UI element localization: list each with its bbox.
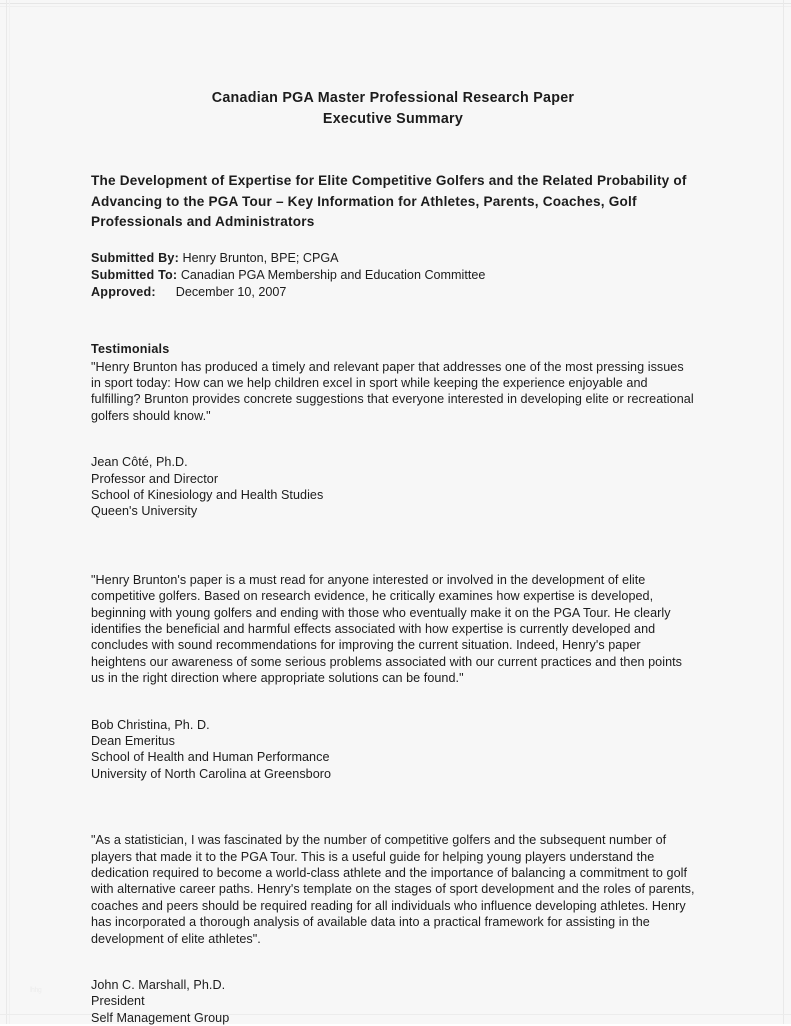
document-header-title bbox=[91, 0, 695, 129]
testimonials-heading: Testimonials bbox=[91, 342, 170, 357]
testimonial-author-org: Self Management Group bbox=[91, 1010, 230, 1025]
testimonial-attribution bbox=[91, 687, 695, 783]
approved-row bbox=[91, 284, 695, 301]
testimonial-attribution bbox=[91, 424, 695, 520]
submitted-to-row bbox=[91, 267, 695, 284]
testimonial-quote: "Henry Brunton has produced a timely and relevant paper that addresses one of the most pressing issues in sport today: How can we help children excel in sport while keeping the experience enjoyable and fulfilling? Brunton provides concrete suggestions that everyone interested in developing elite or recreational golfers should know." bbox=[91, 359, 694, 423]
testimonial-quote: "As a statistician, I was fascinated by the number of competitive golfers and the subsequent number of players that made it to the PGA Tour. This is a useful guide for helping young players understand the dedication required to become a world-class athlete and the importance of balancing a commitment to golf with alternative career paths. Henry's template on the stages of sport development and the roles of parents, coaches and peers should be required reading for all individuals who influence developing athletes. Henry has incorporated a thorough analysis of available data into a practical framework for assisting in the development of elite athletes". bbox=[91, 833, 695, 946]
scan-edge-left bbox=[6, 0, 7, 1024]
submitted-to-value: Canadian PGA Membership and Education Committee bbox=[180, 267, 486, 282]
testimonial-author-role: Professor and Director bbox=[91, 471, 219, 486]
testimonial-author-institution: University of North Carolina at Greensboro bbox=[91, 766, 332, 781]
header-title-line-2: Executive Summary bbox=[322, 110, 464, 127]
submitted-by-row bbox=[91, 250, 695, 267]
scan-edge-right bbox=[783, 0, 784, 1024]
testimonial-quote: "Henry Brunton's paper is a must read for anyone interested or involved in the development of elite competitive golfers. Based on research evidence, he critically examines how expertise is developed, beginning with young golfers and ending with those who eventually make it on the PGA Tour. He clearly identifies the beneficial and harmful effects associated with how expertise is currently developed and concludes with sound recommendations for improving the current situation. Indeed, Henry's paper heightens our awareness of some serious problems associated with our current practices and then points us in the right direction where appropriate solutions can be found." bbox=[91, 572, 683, 686]
scan-edge-left-secondary bbox=[9, 0, 10, 1024]
header-title-line-1: Canadian PGA Master Professional Research Paper bbox=[211, 90, 575, 106]
testimonial-author-role: Dean Emeritus bbox=[91, 734, 175, 749]
testimonial-author-org: School of Health and Human Performance bbox=[91, 750, 330, 765]
testimonial-author-name: John C. Marshall, Ph.D. bbox=[91, 978, 226, 993]
testimonial-author-org: School of Kinesiology and Health Studies bbox=[91, 487, 324, 502]
testimonial-author-name: Bob Christina, Ph. D. bbox=[91, 717, 210, 732]
testimonial-author-name: Jean Côté, Ph.D. bbox=[91, 455, 188, 470]
submitted-by-value: Henry Brunton, BPE; CPGA bbox=[182, 250, 339, 265]
paper-title: The Development of Expertise for Elite Competitive Golfers and the Related Probability of Advancing to the PGA Tour – Key Information for Athletes, Parents, Coaches, Golf Professionals and Administrators bbox=[91, 173, 687, 229]
submission-details bbox=[91, 233, 695, 302]
approved-label: Approved: bbox=[91, 284, 156, 299]
approved-value: December 10, 2007 bbox=[175, 284, 287, 299]
testimonial-author-institution: Queen's University bbox=[91, 504, 198, 519]
testimonial-attribution bbox=[91, 947, 695, 1026]
document-text-column bbox=[91, 0, 695, 1026]
scan-artifact-smudge: lhhg bbox=[30, 987, 42, 994]
submitted-by-label: Submitted By: bbox=[91, 250, 179, 265]
testimonial-author-role: President bbox=[91, 994, 145, 1009]
submitted-to-label: Submitted To: bbox=[91, 267, 178, 282]
